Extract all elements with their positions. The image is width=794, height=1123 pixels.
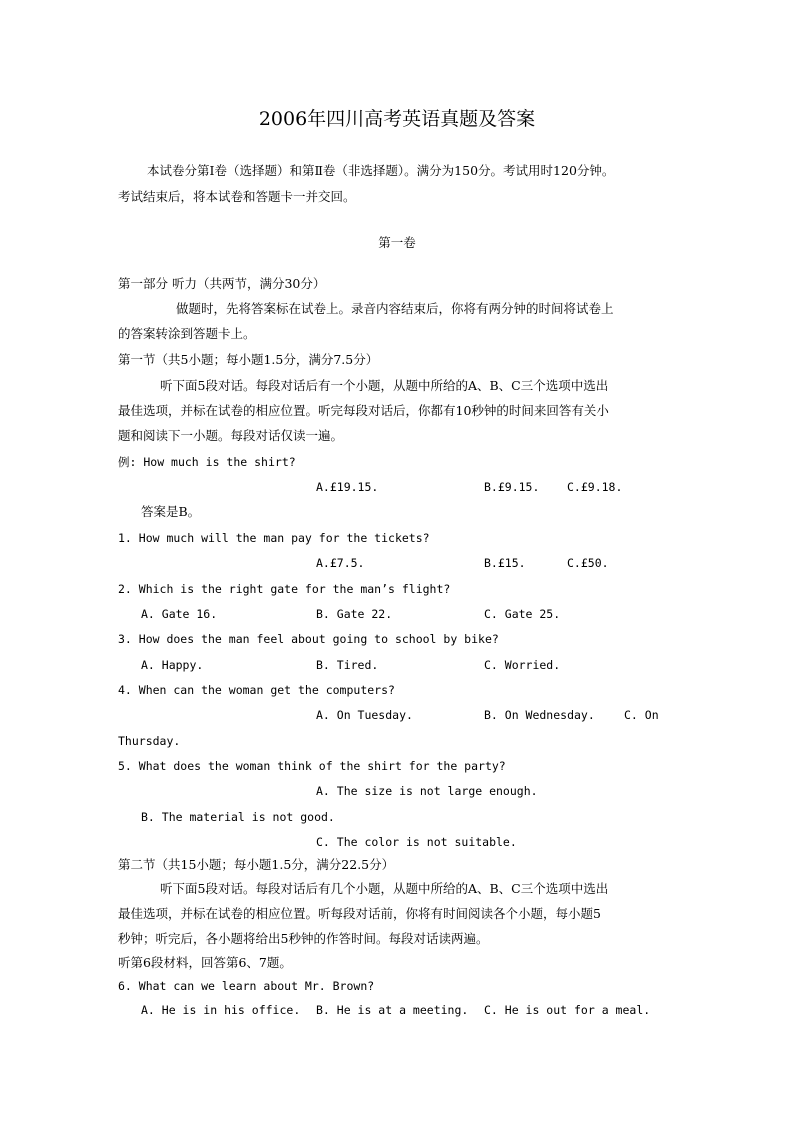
question-3: 3. How does the man feel about going to school by bike? [118,632,499,646]
section2-material-label: 听第6段材料，回答第6、7题。 [118,955,292,970]
q5-option-c: C. The color is not suitable. [316,835,517,849]
q5-option-b: B. The material is not good. [141,810,335,824]
q4-option-c: C. On [624,708,659,722]
section2-heading: 第二节（共15小题；每小题1.5分，满分22.5分） [118,857,395,872]
section1-instruction-2: 最佳选项，并标在试卷的相应位置。听完每段对话后，你都有10秒钟的时间来回答有关小 [118,403,609,418]
example-option-a: A.£19.15. [316,480,379,494]
section1-heading: 第一节（共5小题；每小题1.5分，满分7.5分） [118,352,379,367]
q3-option-a: A. Happy. [141,658,204,672]
q4-option-b: B. On Wednesday. [484,708,595,722]
q4-option-a: A. On Tuesday. [316,708,413,722]
example-answer: 答案是B。 [141,504,201,519]
question-5: 5. What does the woman think of the shirt for the party? [118,759,506,773]
intro-line-1: 本试卷分第Ⅰ卷（选择题）和第Ⅱ卷（非选择题）。满分为150分。考试用时120分钟。 [147,163,615,178]
q6-option-a: A. He is in his office. [141,1003,301,1017]
q6-option-c: C. He is out for a meal. [484,1003,651,1017]
section2-instruction-1: 听下面5段对话。每段对话后有几个小题，从题中所给的A、B、C三个选项中选出 [160,881,609,896]
example-option-b: B.£9.15. [484,480,540,494]
q3-option-c: C. Worried. [484,658,561,672]
section2-instruction-3: 秒钟；听完后，各小题将给出5秒钟的作答时间。每段对话读两遍。 [118,931,489,946]
example-question: 例: How much is the shirt? [118,455,296,469]
section2-instruction-2: 最佳选项，并标在试卷的相应位置。听每段对话前，你将有时间阅读各个小题，每小题5 [118,906,601,921]
q4-option-c-continued: Thursday. [118,734,181,748]
q1-option-c: C.£50. [567,556,609,570]
q6-option-b: B. He is at a meeting. [316,1003,469,1017]
q5-option-a: A. The size is not large enough. [316,784,538,798]
part1-instruction-1: 做题时，先将答案标在试卷上。录音内容结束后，你将有两分钟的时间将试卷上 [176,301,614,316]
q2-option-c: C. Gate 25. [484,607,561,621]
part1-instruction-2: 的答案转涂到答题卡上。 [118,326,256,341]
q2-option-a: A. Gate 16. [141,607,218,621]
question-6: 6. What can we learn about Mr. Brown? [118,979,375,993]
q3-option-b: B. Tired. [316,658,379,672]
part1-heading: 第一部分 听力（共两节，满分30分） [118,276,326,291]
intro-line-2: 考试结束后，将本试卷和答题卡一并交回。 [118,189,356,204]
q1-option-b: B.£15. [484,556,526,570]
q2-option-b: B. Gate 22. [316,607,393,621]
question-4: 4. When can the woman get the computers? [118,683,395,697]
section1-instruction-3: 题和阅读下一小题。每段对话仅读一遍。 [118,428,344,443]
volume-heading: 第一卷 [378,235,416,250]
q1-option-a: A.£7.5. [316,556,365,570]
question-2: 2. Which is the right gate for the man’s flight? [118,582,451,596]
question-1: 1. How much will the man pay for the tickets? [118,531,430,545]
page-title: 2006年四川高考英语真题及答案 [258,108,536,130]
example-option-c: C.£9.18. [567,480,623,494]
section1-instruction-1: 听下面5段对话。每段对话后有一个小题，从题中所给的A、B、C三个选项中选出 [160,378,609,393]
